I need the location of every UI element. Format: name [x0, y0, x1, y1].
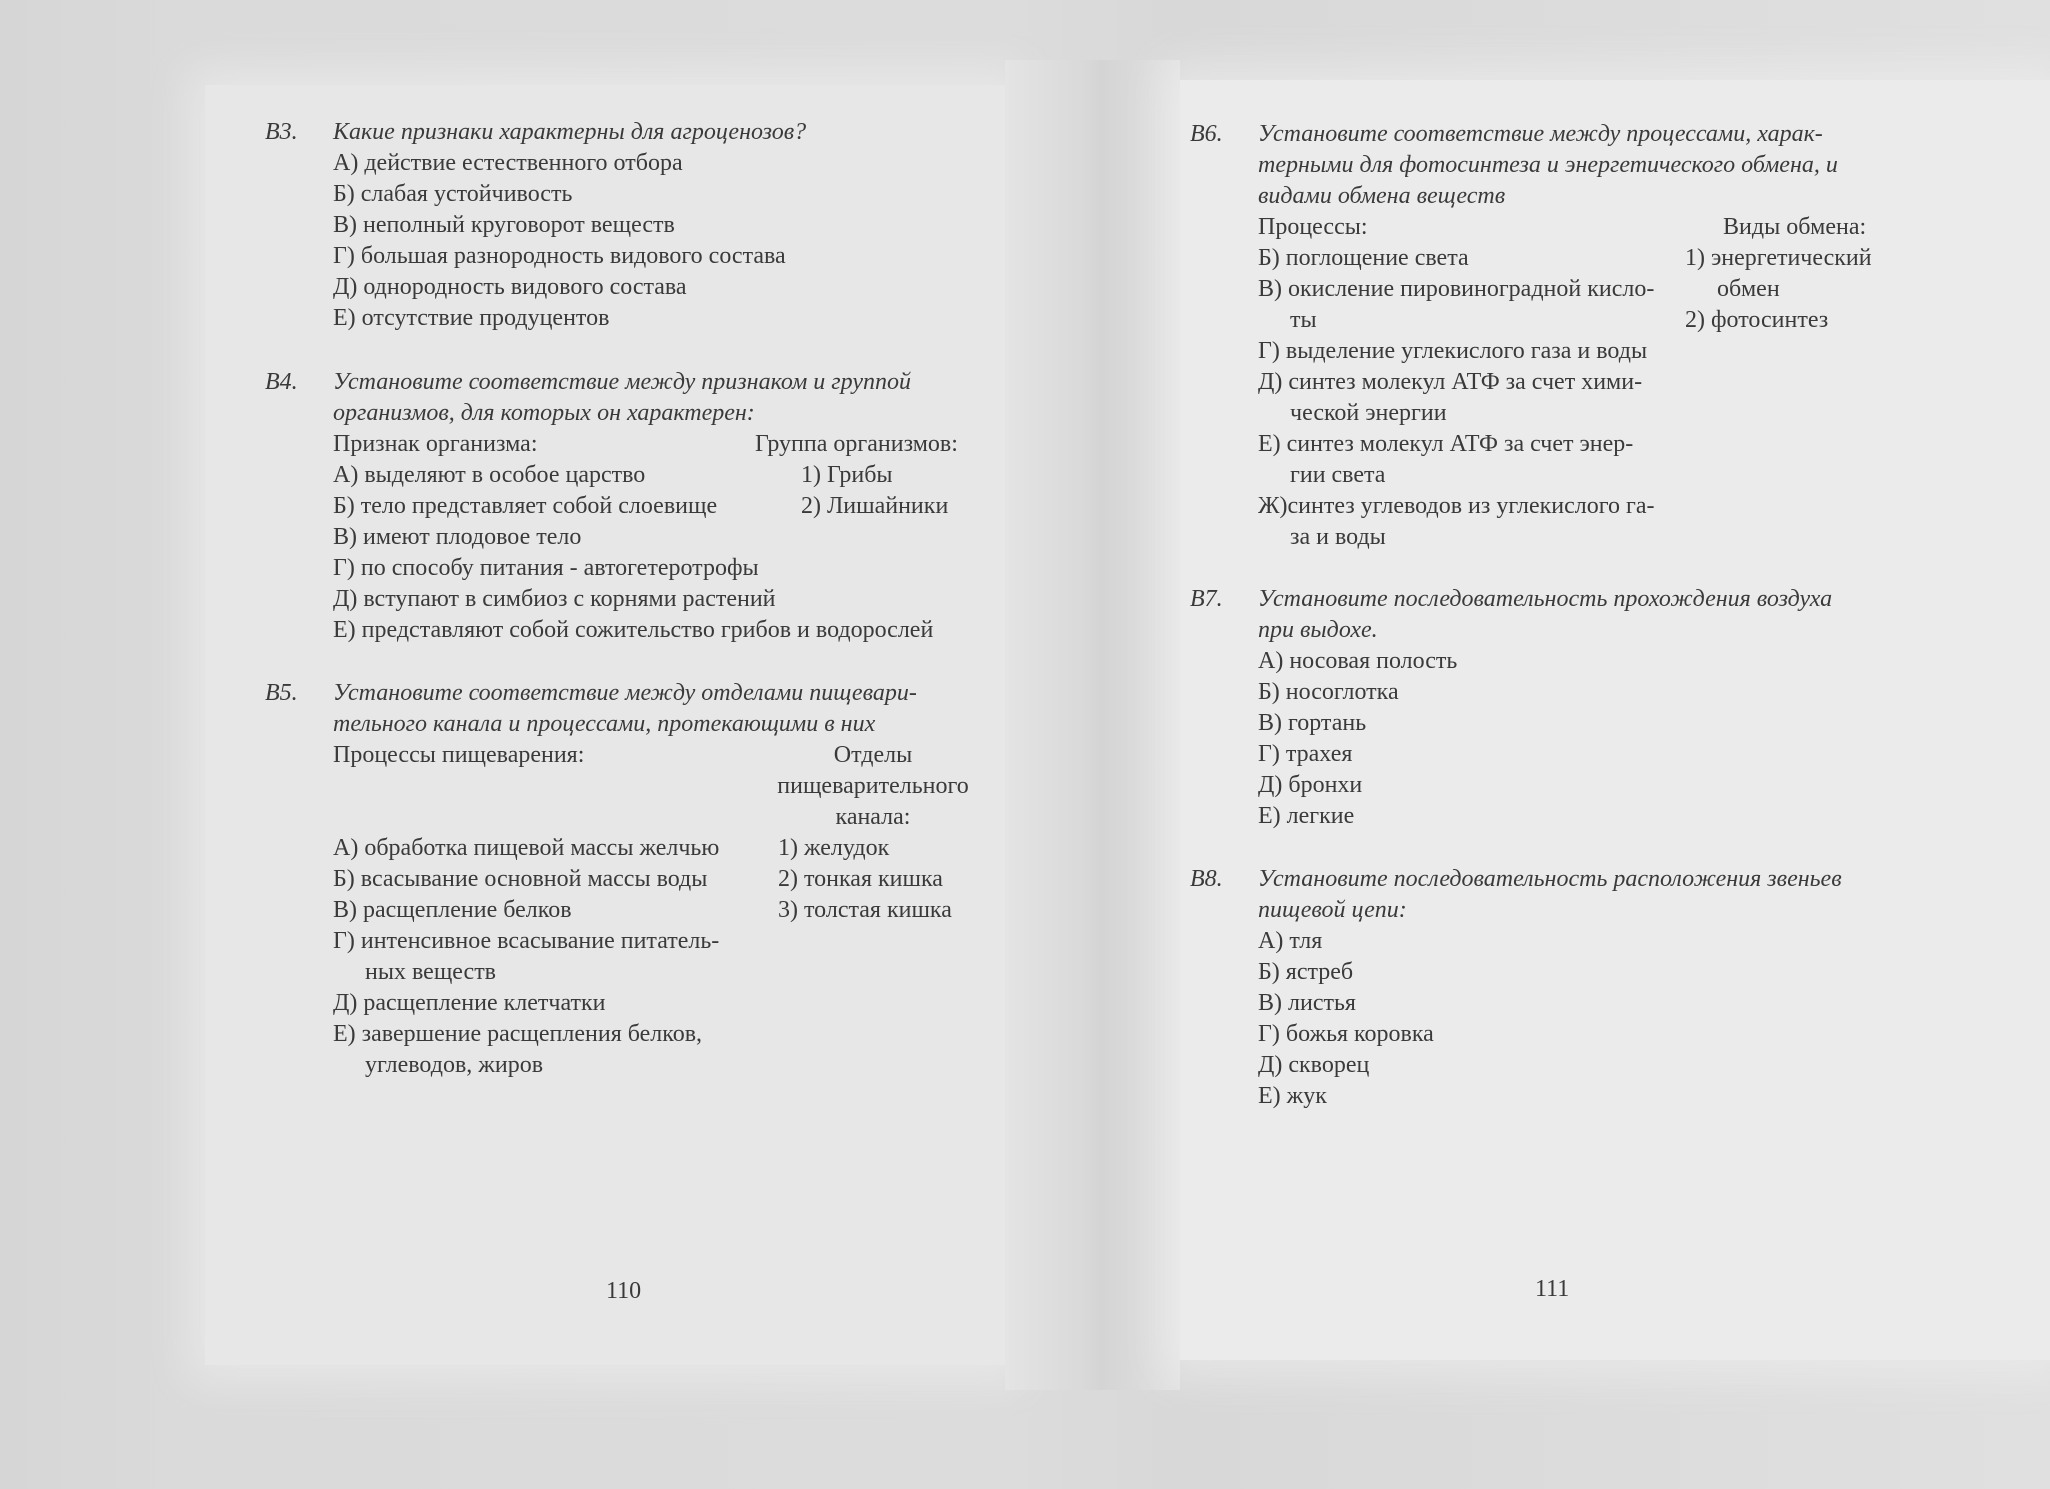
question-number: В4. — [265, 369, 298, 395]
option: Е) жук — [1258, 1083, 1327, 1109]
option: В) гортань — [1258, 710, 1367, 736]
exchange-type: 2) фотосинтез — [1685, 307, 1829, 333]
column-header-left: Процессы: — [1258, 214, 1368, 240]
question-title-line: Установите соответствие между процессами, харак- — [1258, 121, 1823, 147]
column-header-left: Процессы пищеварения: — [333, 742, 585, 768]
page-number: 110 — [606, 1278, 642, 1304]
option: Г) большая разнородность видового состава — [333, 243, 786, 269]
option-continuation: ных веществ — [365, 959, 497, 985]
option: Г) трахея — [1258, 741, 1353, 767]
option: Д) синтез молекул АТФ за счет хими- — [1258, 369, 1643, 395]
exchange-type: 1) энергетический — [1685, 245, 1872, 271]
question-number: В8. — [1190, 866, 1223, 892]
header-line: пищеварительного — [777, 773, 969, 799]
option: Г) божья коровка — [1258, 1021, 1434, 1047]
option-continuation: ты — [1290, 307, 1317, 333]
question-title-line: видами обмена веществ — [1258, 183, 1506, 209]
option: А) обработка пищевой массы желчью — [333, 835, 720, 861]
option: А) носовая полость — [1258, 648, 1458, 674]
option: Г) по способу питания - автогетеротрофы — [333, 555, 759, 581]
option: Б) носоглотка — [1258, 679, 1399, 705]
option: Д) однородность видового состава — [333, 274, 687, 300]
group: 1) Грибы — [801, 462, 893, 488]
option: А) действие естественного отбора — [333, 150, 683, 176]
option-continuation: углеводов, жиров — [365, 1052, 544, 1078]
header-line: Отделы — [833, 742, 913, 768]
option: В) листья — [1258, 990, 1356, 1016]
column-header-left: Признак организма: — [333, 431, 538, 457]
option: Б) всасывание основной массы воды — [333, 866, 708, 892]
option: Е) завершение расщепления белков, — [333, 1021, 703, 1047]
header-line: канала: — [835, 804, 911, 830]
question-title-line: при выдохе. — [1258, 617, 1378, 643]
exchange-type-continuation: обмен — [1717, 276, 1780, 302]
option: Д) расщепление клетчатки — [333, 990, 606, 1016]
question-title-line: терными для фотосинтеза и энергетического обмена, и — [1258, 152, 1838, 178]
question-number: В5. — [265, 680, 298, 706]
option: Б) тело представляет собой слоевище — [333, 493, 718, 519]
page-number: 111 — [1535, 1276, 1570, 1302]
option: Д) бронхи — [1258, 772, 1363, 798]
question-number: В6. — [1190, 121, 1223, 147]
column-header-right: Группа организмов: — [755, 431, 958, 457]
option: Б) слабая устойчивость — [333, 181, 573, 207]
option: Б) ястреб — [1258, 959, 1354, 985]
option: Д) скворец — [1258, 1052, 1370, 1078]
option: В) имеют плодовое тело — [333, 524, 582, 550]
book-gutter — [1005, 60, 1180, 1390]
question-title-line: Установите соответствие между признаком и группой — [333, 369, 911, 395]
option-continuation: гии света — [1290, 462, 1386, 488]
question-title-line: Установите последовательность прохождения воздуха — [1258, 586, 1833, 612]
question-title-line: тельного канала и процессами, протекающими в них — [333, 711, 876, 737]
option: Г) выделение углекислого газа и воды — [1258, 338, 1648, 364]
option: Д) вступают в симбиоз с корнями растений — [333, 586, 776, 612]
option: Е) синтез молекул АТФ за счет энер- — [1258, 431, 1634, 457]
option: А) тля — [1258, 928, 1323, 954]
option: А) выделяют в особое царство — [333, 462, 646, 488]
section: 2) тонкая кишка — [778, 866, 943, 892]
option: Г) интенсивное всасывание питатель- — [333, 928, 720, 954]
column-header-right: Виды обмена: — [1723, 214, 1867, 240]
option: Е) представляют собой сожительство грибов и водорослей — [333, 617, 934, 643]
column-header-right — [763, 740, 983, 833]
question-number: В7. — [1190, 586, 1223, 612]
option: Е) отсутствие продуцентов — [333, 305, 610, 331]
section: 1) желудок — [778, 835, 890, 861]
question-title-line: пищевой цепи: — [1258, 897, 1407, 923]
option: В) окисление пировиноградной кисло- — [1258, 276, 1655, 302]
option: Ж)синтез углеводов из углекислого га- — [1258, 493, 1655, 519]
option: Б) поглощение света — [1258, 245, 1469, 271]
option-continuation: ческой энергии — [1290, 400, 1447, 426]
question-title-line: организмов, для которых он характерен: — [333, 400, 755, 426]
section: 3) толстая кишка — [778, 897, 952, 923]
question-number: B3. — [265, 119, 298, 145]
question-title: Какие признаки характерны для агроценозов? — [333, 119, 807, 145]
option: В) расщепление белков — [333, 897, 572, 923]
option: В) неполный круговорот веществ — [333, 212, 675, 238]
option-continuation: за и воды — [1290, 524, 1386, 550]
question-title-line: Установите соответствие между отделами пищевари- — [333, 680, 917, 706]
group: 2) Лишайники — [801, 493, 949, 519]
option: Е) легкие — [1258, 803, 1355, 829]
question-title-line: Установите последовательность расположения звеньев — [1258, 866, 1842, 892]
